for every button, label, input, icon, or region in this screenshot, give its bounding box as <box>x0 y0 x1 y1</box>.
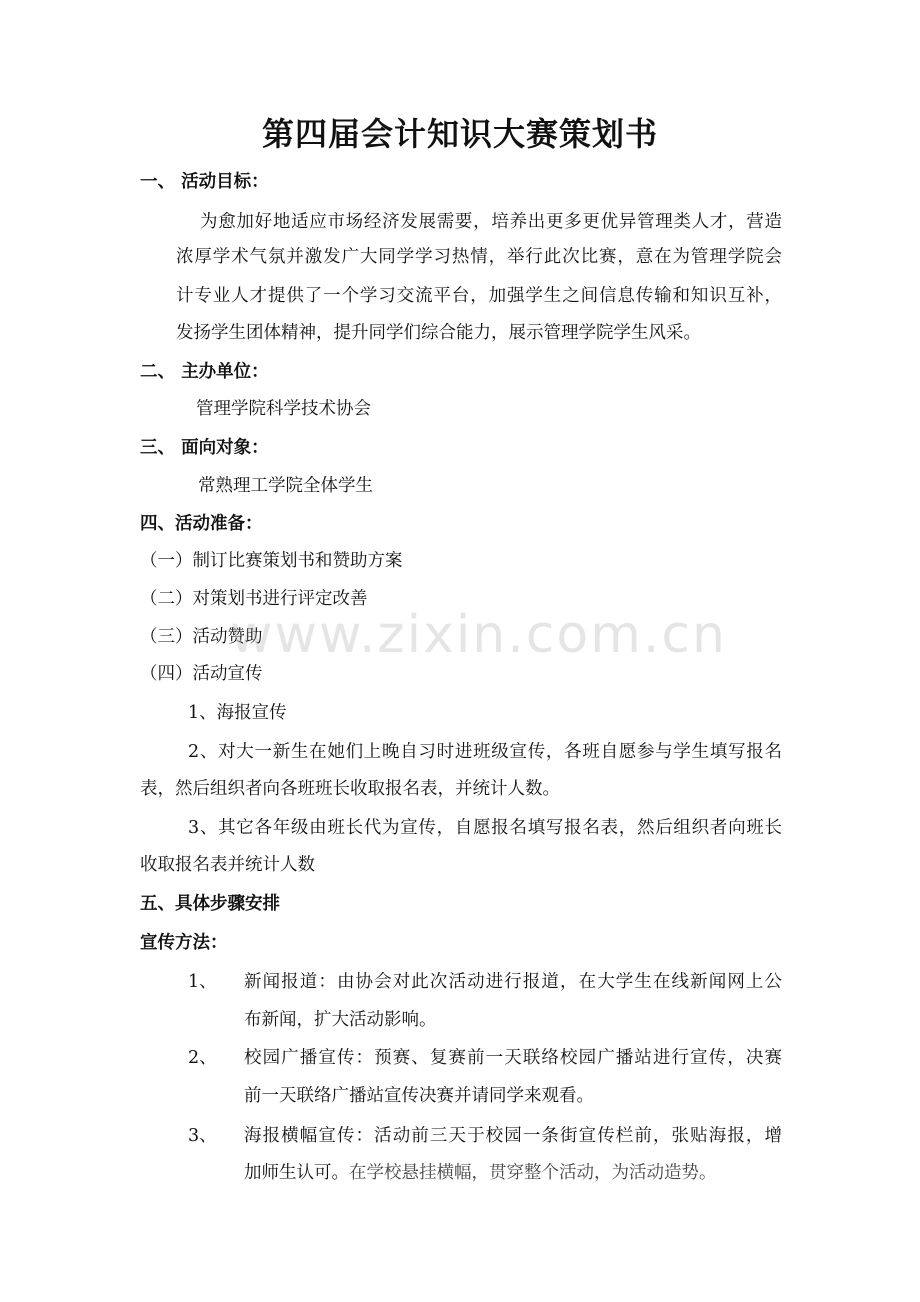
method-3-line-2b: 在学校悬挂横幅，贯穿整个活动，为活动造势。 <box>349 1163 717 1183</box>
section-1-heading: 一、 活动目标： <box>140 172 269 192</box>
publicity-sub-2-line-1: 2、对大一新生在她们上晚自习时进班级宣传，各班自愿参与学生填写报名 <box>188 742 782 762</box>
method-2-line-1: 校园广播宣传：预赛、复赛前一天联络校园广播站进行宣传，决赛 <box>244 1048 782 1068</box>
prep-item-4: （四）活动宣传 <box>140 664 263 684</box>
prep-item-3: （三）活动赞助 <box>140 627 263 647</box>
section-3-body: 常熟理工学院全体学生 <box>198 476 373 496</box>
method-3-line-2 <box>244 1161 717 1185</box>
document-title: 第四届会计知识大赛策划书 <box>261 115 658 153</box>
watermark: www.zixin.com.cn <box>230 605 727 665</box>
publicity-sub-3-line-1: 3、其它各年级由班长代为宣传，自愿报名填写报名表，然后组织者向班长 <box>188 818 782 838</box>
publicity-sub-1: 1、海报宣传 <box>188 703 287 723</box>
publicity-sub-2-line-2: 表，然后组织者向各班班长收取报名表，并统计人数。 <box>140 779 560 799</box>
section-1-line-3: 计专业人才提供了一个学习交流平台，加强学生之间信息传输和知识互补， <box>176 286 782 306</box>
method-1-number: 1、 <box>188 972 217 992</box>
section-2-body: 管理学院科学技术协会 <box>196 399 371 419</box>
section-3-heading: 三、 面向对象： <box>140 438 269 458</box>
publicity-sub-3-line-2: 收取报名表并统计人数 <box>140 855 315 875</box>
section-1-line-2: 浓厚学术气氛并激发广大同学学习热情，举行此次比赛，意在为管理学院会 <box>176 247 782 267</box>
method-2-number: 2、 <box>188 1048 217 1068</box>
method-3-line-2a: 加师生认可。 <box>244 1163 349 1183</box>
method-3-number: 3、 <box>188 1126 217 1146</box>
method-1-line-2: 布新闻，扩大活动影响。 <box>244 1010 437 1030</box>
method-1-line-1: 新闻报道：由协会对此次活动进行报道，在大学生在线新闻网上公 <box>244 972 782 992</box>
section-2-heading: 二、 主办单位： <box>140 362 269 382</box>
section-1-line-4: 发扬学生团体精神，提升同学们综合能力，展示管理学院学生风采。 <box>176 323 701 343</box>
prep-item-2: （二）对策划书进行评定改善 <box>140 589 368 609</box>
section-1-line-1: 为愈加好地适应市场经济发展需要，培养出更多更优异管理类人才，营造 <box>200 212 782 232</box>
prep-item-1: （一）制订比赛策划书和赞助方案 <box>140 551 403 571</box>
section-5-heading: 五、具体步骤安排 <box>140 894 280 914</box>
section-4-heading: 四、活动准备： <box>140 514 263 534</box>
method-2-line-2: 前一天联络广播站宣传决赛并请同学来观看。 <box>244 1086 594 1106</box>
method-heading: 宣传方法： <box>140 933 228 953</box>
method-3-line-1: 海报横幅宣传：活动前三天于校园一条街宣传栏前，张贴海报，增 <box>244 1126 782 1146</box>
